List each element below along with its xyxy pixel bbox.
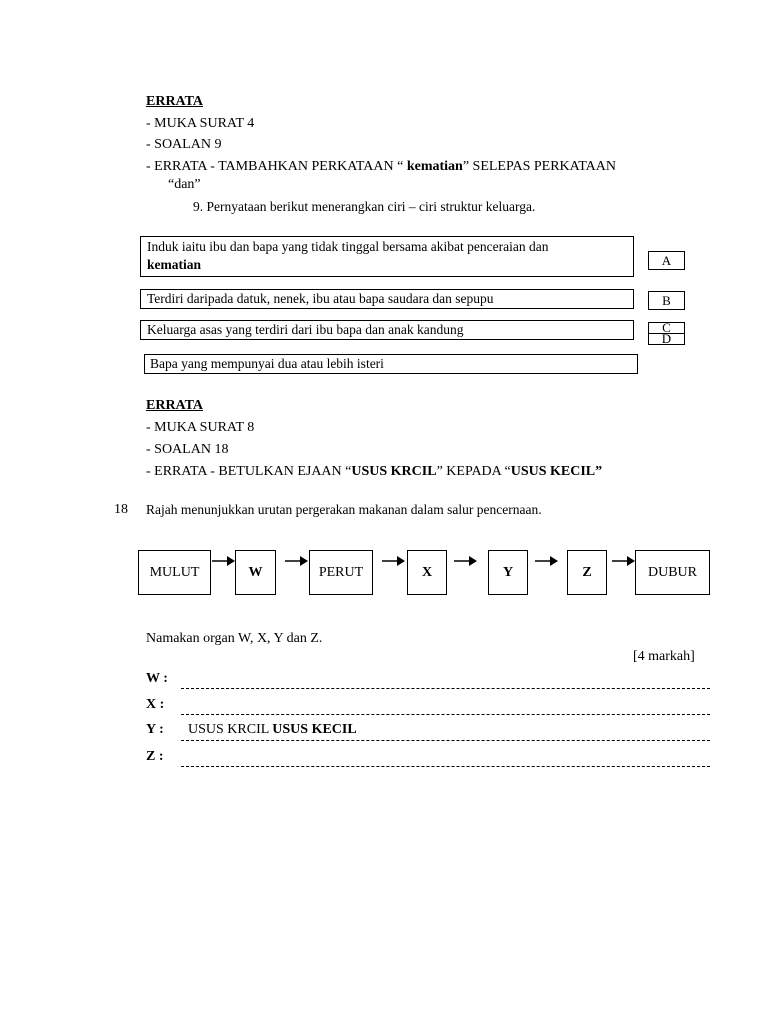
answer-y-text: USUS KRCIL USUS KECIL <box>188 722 357 737</box>
errata2-instruction: - ERRATA - BETULKAN EJAAN “USUS KRCIL” KEPADA “USUS KECIL” <box>146 464 603 479</box>
flow-box-x: X <box>407 550 447 595</box>
errata-heading-1: ERRATA <box>146 94 204 109</box>
q9-statement-4: Bapa yang mempunyai dua atau lebih isteri <box>150 356 384 371</box>
q9-stem: 9. Pernyataan berikut menerangkan ciri – ciri struktur keluarga. <box>193 199 536 214</box>
flow-box-perut: PERUT <box>309 550 373 595</box>
errata1-question: - SOALAN 9 <box>146 137 222 152</box>
flow-box-dubur: DUBUR <box>635 550 710 595</box>
q9-option-d: D <box>648 333 685 345</box>
answer-line-y[interactable] <box>181 740 710 741</box>
errata1-instruction-line2: “dan” <box>168 177 201 192</box>
arrow-right-icon <box>453 550 479 570</box>
q18-number: 18 <box>114 502 128 517</box>
q9-option-c: C <box>648 322 685 334</box>
q9-option-b: B <box>648 291 685 310</box>
flow-box-w: W <box>235 550 276 595</box>
answer-line-z[interactable] <box>181 766 710 767</box>
flow-box-mulut: MULUT <box>138 550 211 595</box>
arrow-right-icon <box>284 550 310 570</box>
answer-label-x: X : <box>146 697 165 712</box>
answer-label-y: Y : <box>146 722 164 737</box>
errata1-instruction: - ERRATA - TAMBAHKAN PERKATAAN “ kematian” SELEPAS PERKATAAN <box>146 159 616 174</box>
q9-statement-3: Keluarga asas yang terdiri dari ibu bapa dan anak kandung <box>147 322 464 337</box>
q18-stem: Rajah menunjukkan urutan pergerakan makanan dalam salur pencernaan. <box>146 502 542 517</box>
answer-label-w: W : <box>146 671 168 686</box>
answer-label-z: Z : <box>146 749 164 764</box>
arrow-right-icon <box>611 550 637 570</box>
q9-statement-1-line1: Induk iaitu ibu dan bapa yang tidak tinggal bersama akibat penceraian dan <box>147 239 549 254</box>
flow-box-y: Y <box>488 550 528 595</box>
q9-statement-1-line2: kematian <box>147 257 201 272</box>
q18-marks: [4 markah] <box>633 649 695 664</box>
errata2-page: - MUKA SURAT 8 <box>146 420 255 435</box>
q18-prompt: Namakan organ W, X, Y dan Z. <box>146 631 323 646</box>
flow-box-z: Z <box>567 550 607 595</box>
q9-option-a: A <box>648 251 685 270</box>
errata1-page: - MUKA SURAT 4 <box>146 116 255 131</box>
arrow-right-icon <box>211 550 237 570</box>
q9-statement-2: Terdiri daripada datuk, nenek, ibu atau bapa saudara dan sepupu <box>147 291 494 306</box>
answer-line-w[interactable] <box>181 688 710 689</box>
errata-heading-2: ERRATA <box>146 398 204 413</box>
errata2-question: - SOALAN 18 <box>146 442 229 457</box>
answer-line-x[interactable] <box>181 714 710 715</box>
arrow-right-icon <box>534 550 560 570</box>
arrow-right-icon <box>381 550 407 570</box>
